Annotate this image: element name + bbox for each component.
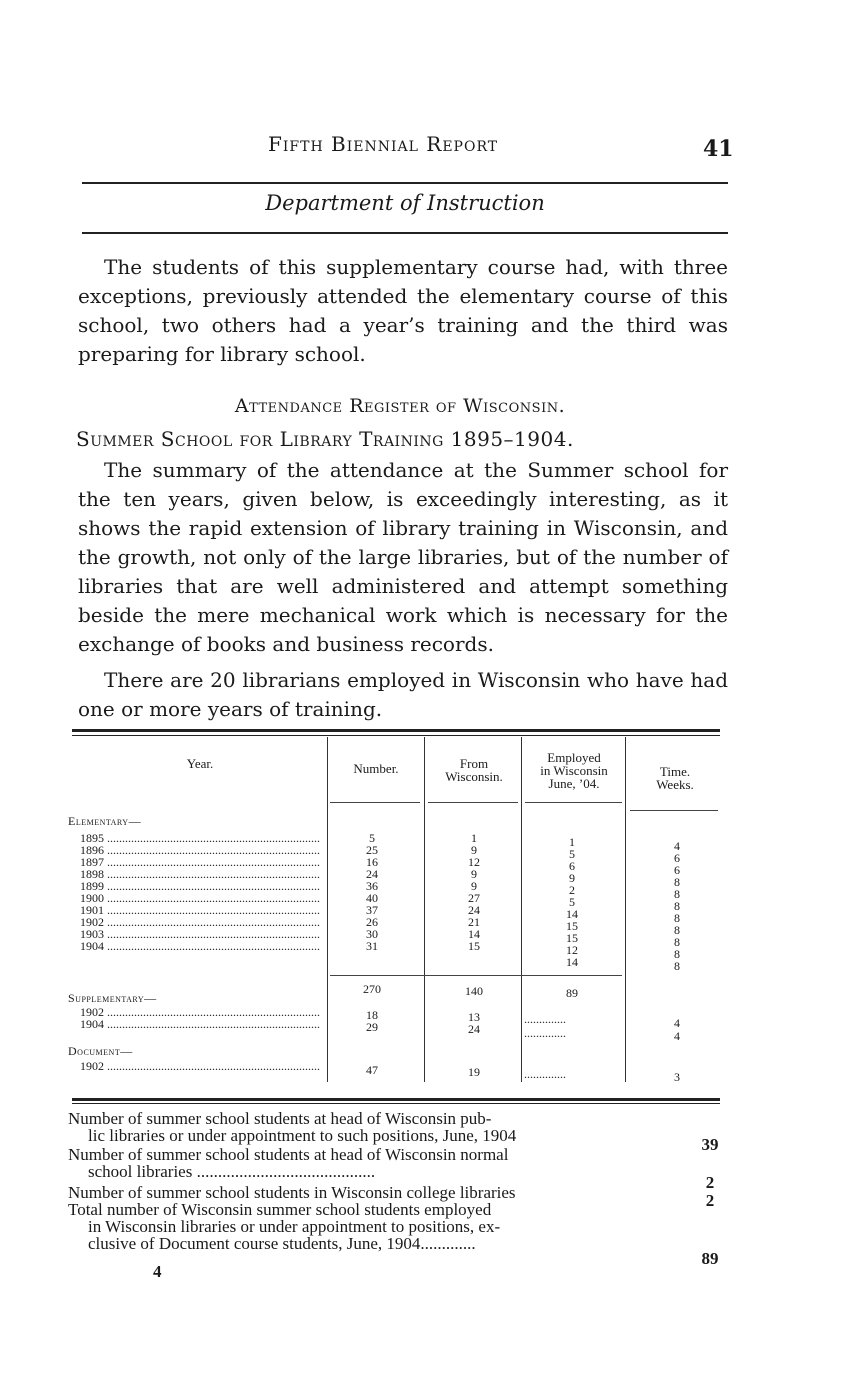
col-header-employed: Employed in Wisconsin June, ’04. (540, 750, 608, 791)
table-cell-from: 14 (468, 927, 480, 941)
section-heading-attendance: Attendance Register of Wisconsin. (234, 395, 566, 417)
table-cell-from: 15 (468, 939, 480, 953)
column-divider (327, 737, 328, 1082)
table-cell-time: 6 (674, 863, 680, 877)
department-subtitle: Department of Instruction (265, 191, 545, 215)
column-divider (424, 737, 425, 1082)
header-underline (330, 802, 420, 803)
section-subheading-summer-school: Summer School for Library Training 1895–1904. (76, 427, 574, 451)
table-cell-from: 9 (471, 879, 477, 893)
table-cell-employed: 5 (569, 847, 575, 861)
paragraph-librarians: There are 20 librarians employed in Wisconsin who have had one or more years of training. (78, 668, 728, 721)
table-cell-time: 4 (674, 839, 680, 853)
table-cell-number: 30 (366, 927, 378, 941)
table-cell-employed: .............. (524, 1012, 566, 1026)
table-cell-from: 21 (468, 915, 480, 929)
table-cell-number: 18 (366, 1008, 378, 1022)
col-header-time: Time. Weeks. (656, 764, 694, 792)
table-row-year: 1899 ..... (80, 879, 320, 894)
table-cell-from: 13 (468, 1010, 480, 1024)
table-top-rule-thin (72, 735, 720, 736)
table-cell-time: 8 (674, 875, 680, 889)
table-cell-time: 4 (674, 1029, 680, 1043)
header-underline (630, 810, 718, 811)
table-row-year: 1902 ..... (80, 1005, 320, 1020)
paragraph-supplementary-course: The students of this supplementary course had, with three exceptions, previously attended the elementary course of this school, two others had a year’s training and the third was preparing for library school. (78, 255, 728, 366)
table-cell-from: 12 (468, 855, 480, 869)
table-cell-time: 8 (674, 899, 680, 913)
summary-value: 89 (701, 1249, 719, 1268)
table-bottom-rule-thin (72, 1103, 720, 1104)
section-label-supplementary: Supplementary— (68, 991, 157, 1005)
table-cell-number: 36 (366, 879, 378, 893)
table-cell-number: 26 (366, 915, 378, 929)
table-cell-from: 24 (468, 1022, 480, 1036)
summary-value: 2 (705, 1191, 715, 1210)
table-cell-employed: 1 (569, 835, 575, 849)
table-cell-time: 8 (674, 947, 680, 961)
table-cell-time: 4 (674, 1016, 680, 1030)
summary-value: 2 (705, 1173, 715, 1192)
table-row-year: 1900 ..... (80, 891, 320, 906)
table-cell-employed: 9 (569, 871, 575, 885)
table-cell-number: 29 (366, 1020, 378, 1034)
table-row-year: 1896 ..... (80, 843, 320, 858)
table-cell-number: 5 (369, 831, 375, 845)
table-cell-time: 6 (674, 851, 680, 865)
col-header-year: Year. (186, 756, 214, 771)
table-cell-employed: 14 (566, 955, 578, 969)
table-cell-number: 40 (366, 891, 378, 905)
table-cell-from: 9 (471, 843, 477, 857)
table-cell-time: 8 (674, 923, 680, 937)
totals-rule (330, 975, 622, 976)
table-cell-from: 1 (471, 831, 477, 845)
table-cell-from: 27 (468, 891, 480, 905)
header-underline (428, 802, 518, 803)
table-row-year: 1895 ..... (80, 831, 320, 846)
table-cell-time: 8 (674, 935, 680, 949)
col-header-from: From Wisconsin. (445, 756, 503, 784)
table-cell-employed: 12 (566, 943, 578, 957)
table-cell-employed: 6 (569, 859, 575, 873)
table-cell-number: 24 (366, 867, 378, 881)
summary-item-college: Number of summer school students in Wisconsin college libraries (68, 1183, 516, 1202)
section-label-elementary: Elementary— (68, 814, 142, 828)
table-cell-number: 31 (366, 939, 378, 953)
table-row-year: 1897 ..... (80, 855, 320, 870)
table-row-year: 1898 ..... (80, 867, 320, 882)
summary-item-total: Total number of Wisconsin summer school students employed in Wisconsin libraries or under appointment to positions, ex- clusive of Document course students, June, 1904............. (68, 1200, 501, 1253)
table-cell-employed: 2 (569, 883, 575, 897)
section-label-document: Document— (68, 1044, 133, 1058)
report-title: Fifth Biennial Report (268, 132, 499, 156)
table-cell-time: 3 (674, 1070, 680, 1084)
summary-item-normal-school: Number of summer school students at head of Wisconsin normal school libraries .......................................... (68, 1145, 509, 1181)
table-cell-number: 25 (366, 843, 378, 857)
table-row-year: 1904 ..... (80, 939, 320, 954)
table-cell-time: 8 (674, 911, 680, 925)
table-cell-from: 9 (471, 867, 477, 881)
table-row-year: 1901 ..... (80, 903, 320, 918)
total-from: 140 (465, 984, 483, 998)
table-cell-employed: 15 (566, 931, 578, 945)
summary-value: 39 (701, 1135, 719, 1154)
table-row-year: 1902 ..... (80, 1059, 320, 1074)
table-bottom-rule (72, 1098, 720, 1101)
table-row-year: 1902 ..... (80, 915, 320, 930)
table-cell-from: 19 (468, 1065, 480, 1079)
table-cell-employed: 14 (566, 907, 578, 921)
table-cell-number: 37 (366, 903, 378, 917)
summary-item-public-libraries: Number of summer school students at head of Wisconsin pub- lic libraries or under appointment to such positions, June, 1904 (68, 1109, 517, 1145)
table-cell-employed: .............. (524, 1067, 566, 1081)
signature-mark: 4 (153, 1262, 162, 1281)
table-cell-employed: 5 (569, 895, 575, 909)
table-cell-number: 47 (366, 1063, 378, 1077)
table-cell-time: 8 (674, 887, 680, 901)
table-cell-from: 24 (468, 903, 480, 917)
header-underline (525, 802, 622, 803)
total-number: 270 (363, 982, 381, 996)
paragraph-summary: The summary of the attendance at the Summer school for the ten years, given below, is exceedingly interesting, as it shows the rapid extension of library training in Wisconsin, and the growth, not only of the large libraries, but of the number of libraries that are well administered and attempt something beside the mere mechanical work which is necessary for the exchange of books and business records. (78, 458, 728, 656)
table-cell-time: 8 (674, 959, 680, 973)
col-header-number: Number. (353, 761, 399, 776)
header-rule-bottom (82, 232, 728, 234)
table-cell-employed: .............. (524, 1026, 566, 1040)
table-row-year: 1903 ..... (80, 927, 320, 942)
table-cell-employed: 15 (566, 919, 578, 933)
table-row-year: 1904 ..... (80, 1017, 320, 1032)
total-employed: 89 (566, 986, 578, 1000)
table-top-rule (72, 729, 720, 732)
header-rule-top (82, 182, 728, 184)
table-cell-number: 16 (366, 855, 378, 869)
page-number: 41 (703, 136, 734, 162)
